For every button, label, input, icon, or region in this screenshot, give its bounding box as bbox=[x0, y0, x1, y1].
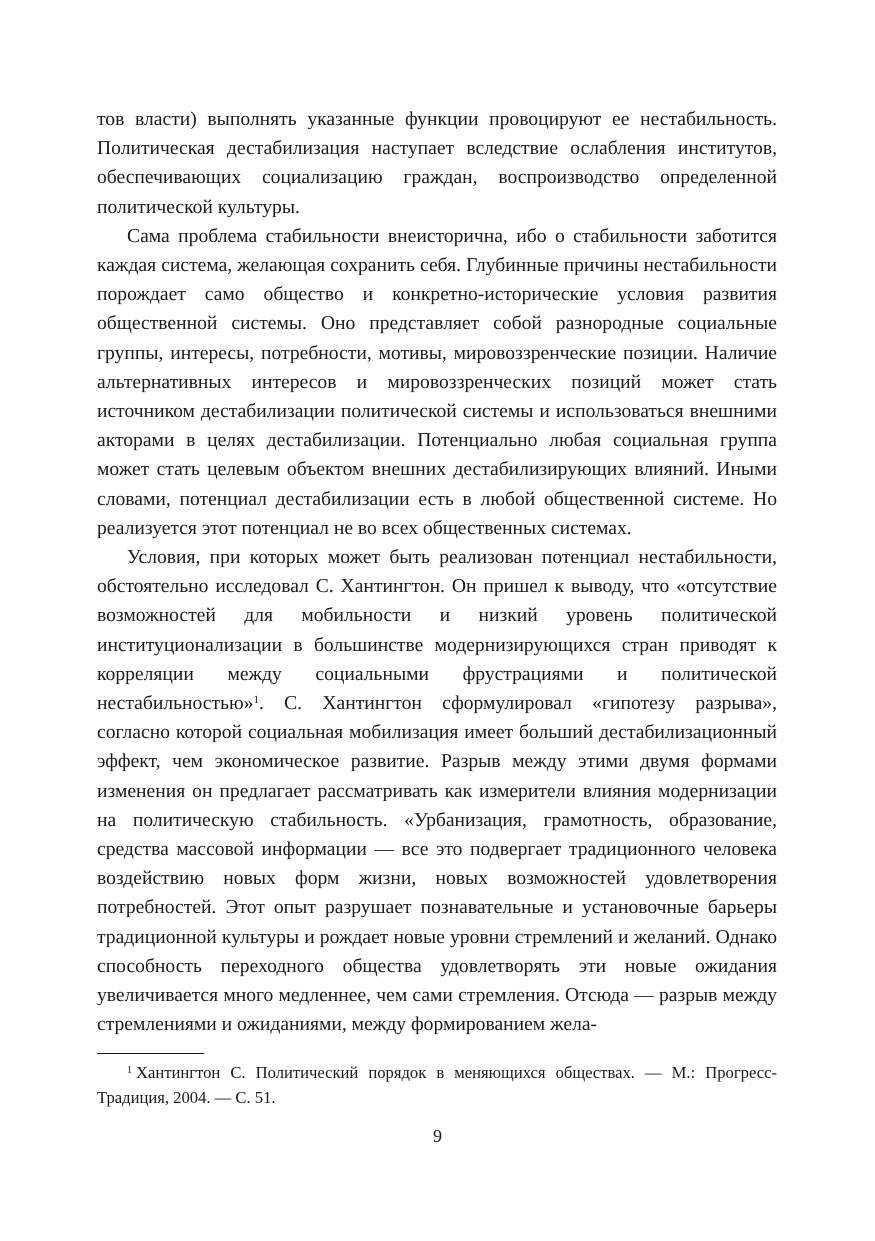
footnote-text: Хантингтон С. Политический порядок в меняющихся обществах. — М.: Прогресс-Традиция, 2004. — С. 51. bbox=[97, 1063, 777, 1107]
paragraph-3-part-2: . С. Хантингтон сформулировал «гипотезу разрыва», согласно которой социальная мобилизация имеет больший дестабилизационный эффект, чем экономическое развитие. Разрыв между этими двумя формами изменения он предлагает рассматривать как измерители влияния модернизации на политическую стабильность. «Урбанизация, грамотность, образование, средства массовой информации — все это подвергает традиционного человека воздействию новых форм жизни, новых возможностей удовлетворения потребностей. Этот опыт разрушает познавательные и установочные барьеры традиционной культуры и рождает новые уровни стремлений и желаний. Однако способность переходного общества удовлетворять эти новые ожидания увеличивается много медленнее, чем сами стремления. Отсюда — разрыв между стремлениями и ожиданиями, между формированием жела- bbox=[97, 693, 777, 1036]
paragraph-3-part-1: Условия, при которых может быть реализован потенциал нестабильности, обстоятельно исследовал С. Хантингтон. Он пришел к выводу, что «отсутствие возможностей для мобильности и низкий уровень политической институционализации в большинстве модернизирующихся стран приводят к корреляции между социальными фрустрациями и политической нестабильностью» bbox=[97, 547, 777, 715]
footnote bbox=[97, 1060, 777, 1110]
paragraph-3 bbox=[97, 543, 777, 1039]
paragraph-2: Сама проблема стабильности внеисторична, ибо о стабильности заботится каждая система, желающая сохранить себя. Глубинные причины нестабильности порождает само общество и конкретно-исторические условия развития общественной системы. Оно представляет собой разнородные социальные группы, интересы, потребности, мотивы, мировоззренческие позиции. Наличие альтернативных интересов и мировоззренческих позиций может стать источником дестабилизации политической системы и использоваться внешними акторами в целях дестабилизации. Потенциально любая социальная группа может стать целевым объектом внешних дестабилизирующих влияний. Иными словами, потенциал дестабилизации есть в любой общественной системе. Но реализуется этот потенциал не во всех общественных системах. bbox=[97, 225, 777, 539]
footnote-ref-marker[interactable]: 1 bbox=[253, 694, 259, 707]
footnote-separator bbox=[97, 1053, 204, 1054]
main-text bbox=[97, 105, 777, 1040]
footnote-marker: 1 bbox=[127, 1065, 132, 1076]
page-number: 9 bbox=[433, 1126, 442, 1146]
paragraph-1: тов власти) выполнять указанные функции провоцируют ее нестабильность. Политическая дестабилизация наступает вследствие ослабления институтов, обеспечивающих социализацию граждан, воспроизводство определенной политической культуры. bbox=[97, 109, 777, 218]
